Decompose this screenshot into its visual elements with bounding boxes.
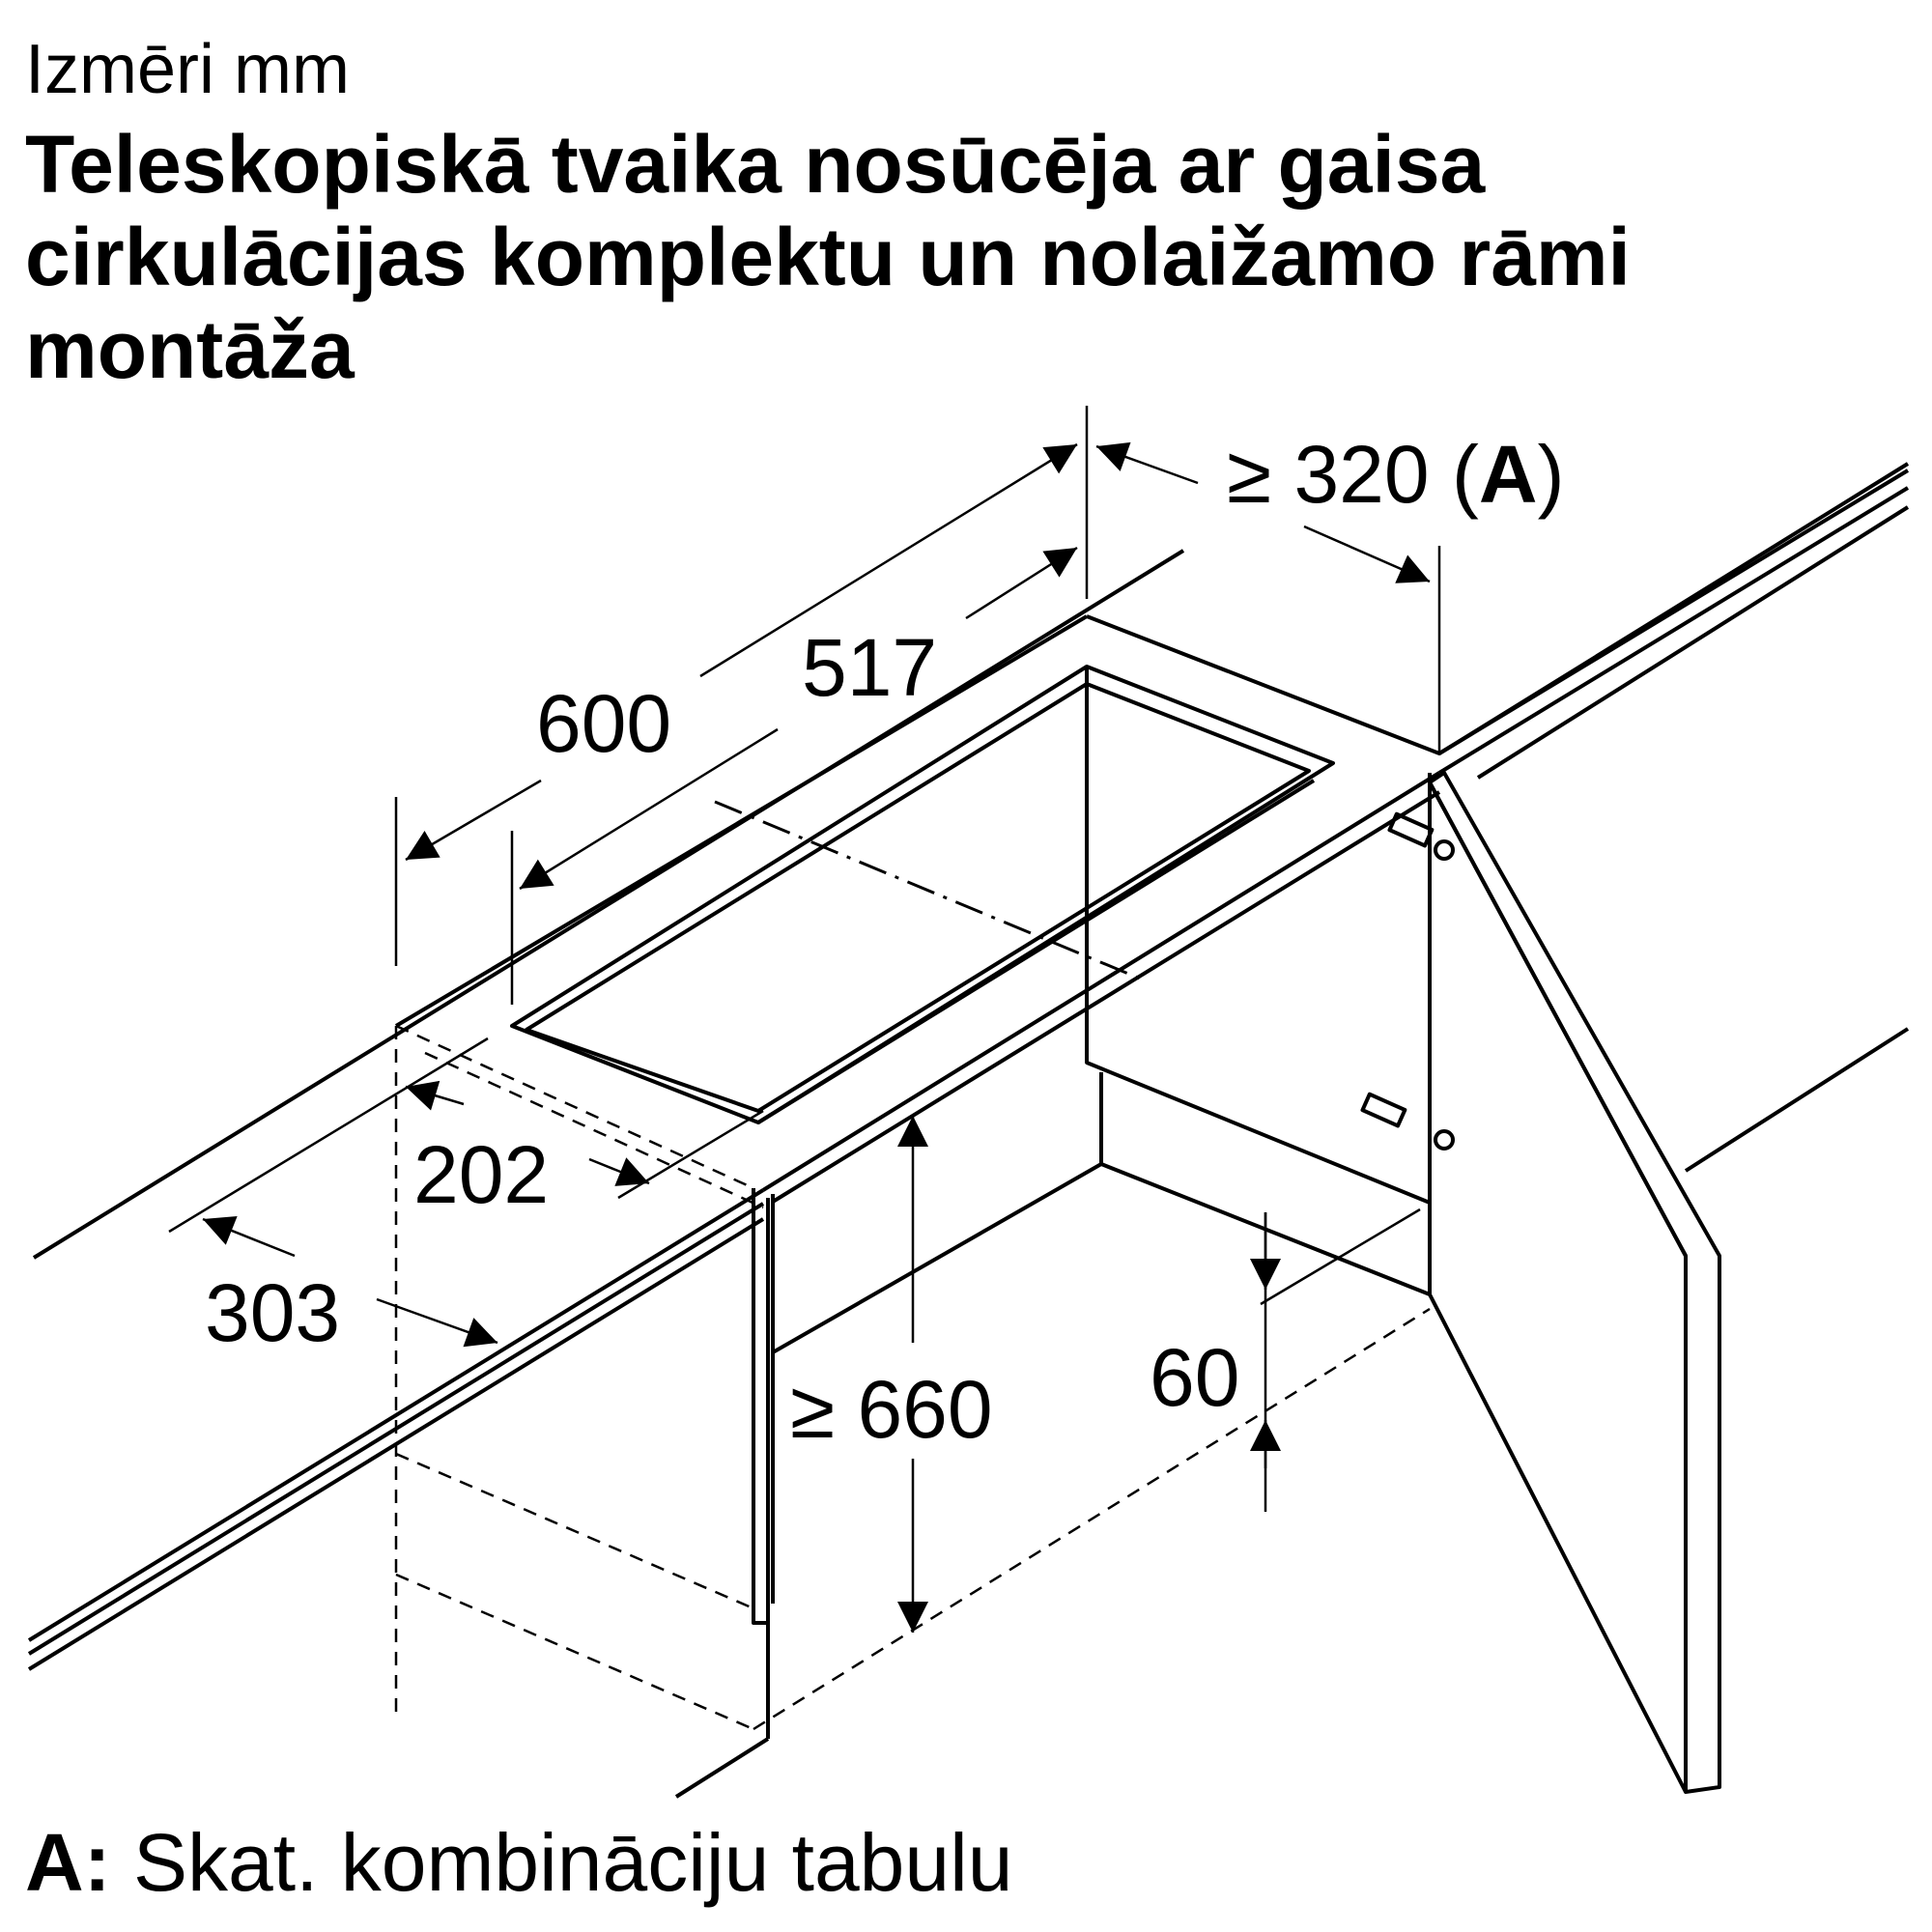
hinge-lower [1362,1094,1405,1126]
footnote-key: A: [25,1817,111,1908]
dim-label-517: 517 [802,622,938,713]
hinge-upper-screw [1435,841,1453,859]
front-rail-upper-2 [773,792,1439,1202]
dim-label-600: 600 [536,678,672,769]
cabinet-top-front-edge [396,616,1087,1026]
dim-label-303: 303 [205,1267,341,1358]
dim-320-ref: A [1478,429,1538,520]
hidden-line-4 [396,1575,753,1729]
dim-line-600-lower [406,781,541,860]
footnote-text: Skat. kombināciju tabulu [132,1817,1013,1908]
rear-wall-edge [1686,1029,1908,1171]
dim-320-suffix: ) [1537,429,1565,520]
front-rail-top [29,1190,763,1640]
dim-202-ext [618,1111,763,1198]
dim-line-320-right [1304,526,1430,582]
flap-front-bottom [1430,1294,1686,1792]
footnote [25,1816,1013,1909]
front-panel [753,1188,768,1623]
back-rail-low [1478,507,1908,778]
cabinet-top-back-edge [34,551,1183,1258]
dim-label-660: ≥ 660 [790,1364,993,1455]
dim-line-303-left [203,1219,295,1256]
unit-label: Izmēri mm [25,31,350,108]
dim-line-202-left [406,1087,464,1104]
front-panel-bottom [676,1739,768,1797]
hinge-upper [1389,814,1432,846]
back-rail-mid [1439,488,1908,773]
dim-line-320-left [1096,446,1198,483]
dim-320-prefix: ≥ 320 ( [1227,429,1479,520]
dim-label-60: 60 [1150,1332,1240,1423]
flap-front-top [1430,782,1686,1256]
cabinet-inner-back [1087,667,1430,1203]
page-title: Teleskopiskā tvaika nosūcēja ar gaisa cirkulācijas komplektu un nolaižamo rāmi montāža [25,119,1631,395]
lift-flap [1430,773,1719,1792]
dim-60-ext [1261,1209,1420,1304]
hinge-lower-screw [1435,1131,1453,1149]
dim-line-202-right [589,1159,649,1183]
dim-line-517-upper [966,548,1077,618]
cabinet-floor [773,1164,1430,1352]
center-line [715,802,1145,980]
hidden-line-3 [396,1454,753,1608]
hood-opening [758,781,1314,1122]
dim-label-202: 202 [413,1129,550,1220]
dim-label-320 [1227,429,1565,520]
